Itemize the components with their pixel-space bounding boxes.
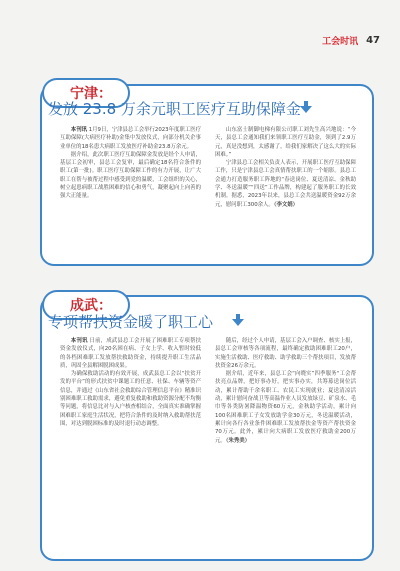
location-label-chengwu: 成武：: [42, 290, 130, 320]
paragraph: 日前，成武县总工会开展了困难职工专项帮扶资金发放仪式，向20名困在病、子女上学、收入暂时较低的各档困难职工发放帮扶救助资金，持续提升职工生活品质，巩固全县解困脱困成果。: [60, 338, 201, 369]
location-label-ningjin: 宁津：: [42, 78, 130, 108]
article-column-right: [215, 337, 356, 445]
paragraph: 宁津县总工会相关负责人表示，开展职工医疗互助保障工作，只是宁津县总工会真情帮扶职工的一个缩影。县总工会通力打造服务职工阵地的“春送岗位、夏送清凉、金秋助学、冬送温暖”“四送”工作品牌，构建起了服务职工的长效机制。据悉，2023年以来，县总工会共送温暖资金92万余元，慰问职工300余人。: [215, 160, 356, 208]
article-column-left: [60, 126, 201, 209]
paragraph: 据介绍，近年来，县总工会“向晓实”四季服务“工会帮扶亮点品牌，把好事办好，把实事办实，共筹募送岗位活动，累计帮助千余名职工、农民工实现就业；夏送清凉活动，累计慰问奋战卫等高温作业人员发放绿豆、矿泉水、毛巾等各类防暑降温物资60万元，金秋助学活动，累计向100名困难职工子女发放助学金30万元，冬送温暖活动，累计向各行各业条件困难职工发放帮扶金等资产帮扶资金70万元。此外，累计向大病职工发放医疗救助金200万元。: [215, 371, 356, 444]
section-name: 工会时讯: [322, 37, 359, 47]
page-header: [322, 34, 380, 47]
author-signature: （李文娟）: [273, 201, 299, 208]
page-number: 47: [366, 35, 380, 46]
down-arrow-icon: [300, 101, 312, 113]
paragraph: 1月9日，宁津县总工会举行2023年度职工医疗互助保障(大病医疗补助)金集中发放仪式，向部分机关企事业单位的18名患大病职工发放医疗补助金23.8万余元。: [60, 127, 201, 150]
article-column-right: [215, 126, 356, 209]
author-signature: （朱秀美）: [225, 437, 251, 444]
article-title-chengwu: 专项帮扶资金暖了职工心: [48, 313, 214, 331]
paragraph: 山东富士制御电梯有限公司职工刘先生高兴地说：“今天，县总工会通知我们来领职工医疗互助金，领到了2.9万元，真是没想到，太感谢了，给我们家解决了这么大的实际困难。”: [215, 127, 356, 158]
lead-label: 本刊讯: [70, 338, 88, 344]
article-card-chengwu: [40, 295, 374, 561]
article-column-left: [60, 337, 201, 445]
lead-label: 本刊讯: [70, 127, 87, 133]
down-arrow-icon: [232, 314, 244, 326]
paragraph: 随后，经过个人申请，基层工会入户调查、核实上报，县总工会审核等各项流程，最终确定救助困难职工20户，实施生活救助、医疗救助、助学救助三个帮扶项目，发放帮扶资金26万余元。: [215, 338, 356, 369]
paragraph: 为确保救助活动的有效开展，成武县总工会以“扶贫开发的平台”的形式扶贫中课题工的任意、社保、车辆等资产信息，并通过《山东省社会救助综合管理信息平台》精准识别困难职工救助需求，避免重复救助和救助资源分配不均衡等问题，将信息比对与入户核查相结合，全面真实准确掌握困难职工家庭生活状况，把符合条件的及时纳入救助帮扶范围，对达到脱困标准的及时退行动态调整。: [60, 371, 201, 427]
article-title-ningjin: 发放 23.8 万余元职工医疗互助保障金: [48, 100, 301, 118]
paragraph: 据介绍，此次职工医疗互助保障金发放是经个人申请，基层工会初审，县总工会复审，最后确定18名符合条件的职工(第一批)。职工医疗互助保障工作的有力开展，让广大职工在帮与被帮过程中感受到党的温暖，工会组织的关心，树立起患病职工战胜困难的信心和勇气，凝聚起向上向善的强大正能量。: [60, 151, 201, 200]
